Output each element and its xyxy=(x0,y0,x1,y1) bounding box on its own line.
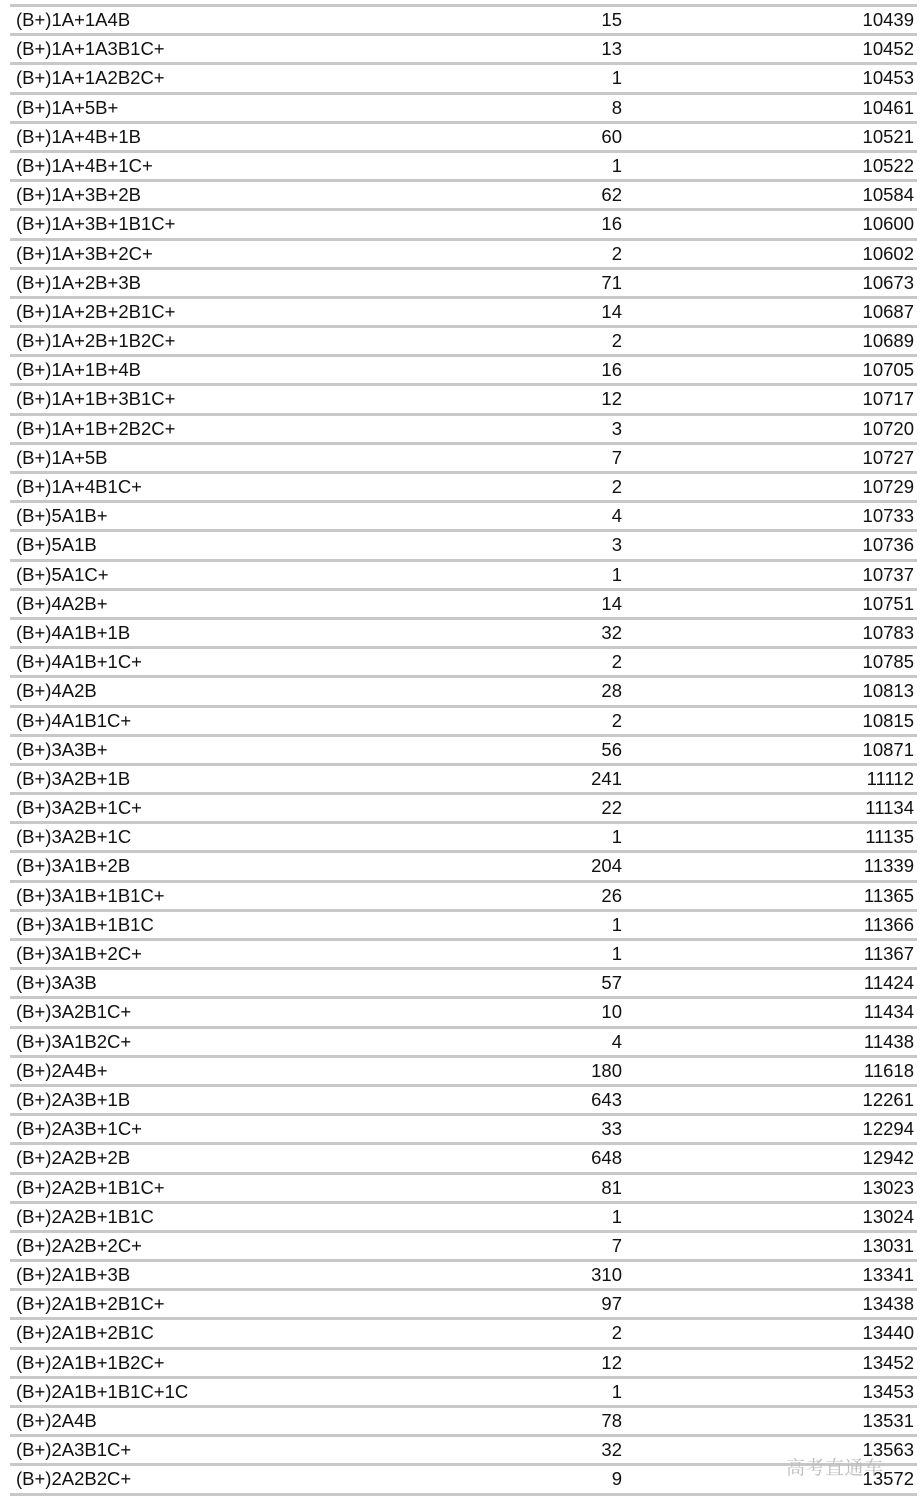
grade-combination-cell: (B+)4A2B xyxy=(16,680,97,702)
cumulative-count-cell: 10439 xyxy=(862,9,914,30)
table-row xyxy=(10,1379,917,1408)
cumulative-count-cell: 10785 xyxy=(862,651,914,673)
cumulative-count-cell: 10717 xyxy=(862,388,914,410)
table-row xyxy=(10,7,917,36)
count-cell: 13 xyxy=(601,38,622,60)
table-row xyxy=(10,1408,917,1437)
count-cell: 2 xyxy=(611,476,622,497)
grade-combination-cell: (B+)2A4B xyxy=(16,1410,97,1431)
grade-combination-cell: (B+)2A1B+3B xyxy=(16,1264,131,1286)
count-cell: 648 xyxy=(591,1147,622,1169)
cumulative-count-cell: 13452 xyxy=(862,1351,914,1373)
cumulative-count-cell: 11367 xyxy=(863,943,914,964)
count-cell: 16 xyxy=(601,213,622,235)
count-cell: 1 xyxy=(611,943,622,964)
grade-combination-cell: (B+)4A2B+ xyxy=(16,592,108,614)
cumulative-count-cell: 11365 xyxy=(863,884,914,906)
grade-combination-cell: (B+)2A3B+1B xyxy=(16,1088,131,1110)
cumulative-count-cell: 12942 xyxy=(862,1147,914,1169)
cumulative-count-cell: 13438 xyxy=(862,1293,914,1315)
table-row xyxy=(10,474,917,503)
grade-combination-cell: (B+)3A1B+1B1C+ xyxy=(16,884,165,906)
grade-combination-cell: (B+)1A+2B+1B2C+ xyxy=(16,330,176,352)
count-cell: 81 xyxy=(601,1176,622,1198)
count-cell: 32 xyxy=(601,621,622,643)
table-row xyxy=(10,912,917,941)
table-row xyxy=(10,182,917,211)
cumulative-count-cell: 10521 xyxy=(862,125,914,147)
cumulative-count-cell: 13440 xyxy=(862,1322,914,1344)
cumulative-count-cell: 10584 xyxy=(862,184,914,206)
cumulative-count-cell: 10673 xyxy=(862,271,914,293)
count-cell: 1 xyxy=(611,563,622,585)
table-row xyxy=(10,36,917,65)
table-row xyxy=(10,562,917,591)
table-row xyxy=(10,591,917,620)
grade-combination-cell: (B+)1A+4B+1C+ xyxy=(16,154,153,176)
cumulative-count-cell: 12261 xyxy=(862,1088,914,1110)
grade-combination-cell: (B+)2A3B+1C+ xyxy=(16,1118,142,1140)
count-cell: 28 xyxy=(601,680,622,702)
count-cell: 310 xyxy=(591,1264,622,1286)
grade-combination-cell: (B+)3A2B+1B xyxy=(16,767,131,789)
grade-combination-cell: (B+)1A+1B+4B xyxy=(16,359,141,381)
count-cell: 4 xyxy=(611,1030,622,1052)
table-row xyxy=(10,999,917,1028)
table-row xyxy=(10,124,917,153)
table-row xyxy=(10,241,917,270)
cumulative-count-cell: 10813 xyxy=(862,680,914,702)
count-cell: 2 xyxy=(611,330,622,352)
grade-combination-cell: (B+)1A+4B+1B xyxy=(16,125,141,147)
table-row xyxy=(10,649,917,678)
cumulative-count-cell: 11434 xyxy=(863,1001,914,1023)
grade-combination-cell: (B+)2A3B1C+ xyxy=(16,1439,132,1461)
cumulative-count-cell: 10705 xyxy=(862,359,914,381)
count-cell: 180 xyxy=(591,1059,622,1081)
cumulative-count-cell: 10815 xyxy=(862,709,914,731)
cumulative-count-cell: 10871 xyxy=(862,738,914,760)
cumulative-count-cell: 10736 xyxy=(862,534,914,556)
grade-combination-cell: (B+)1A+5B+ xyxy=(16,96,119,118)
grade-combination-cell: (B+)2A1B+1B2C+ xyxy=(16,1351,165,1373)
cumulative-count-cell: 10687 xyxy=(862,300,914,322)
grade-combination-cell: (B+)1A+1B+2B2C+ xyxy=(16,417,176,439)
grade-combination-cell: (B+)3A2B+1C xyxy=(16,826,132,848)
table-row xyxy=(10,270,917,299)
grade-combination-cell: (B+)2A4B+ xyxy=(16,1059,108,1081)
grade-combination-cell: (B+)3A1B+1B1C xyxy=(16,913,154,935)
grade-combination-cell: (B+)3A3B+ xyxy=(16,738,108,760)
count-cell: 33 xyxy=(601,1118,622,1140)
count-cell: 7 xyxy=(611,446,622,468)
count-cell: 241 xyxy=(591,767,622,789)
table-row xyxy=(10,1233,917,1262)
cumulative-count-cell: 11112 xyxy=(866,767,914,789)
table-row xyxy=(10,1087,917,1116)
watermark-text: 高考直通车 xyxy=(786,1457,884,1479)
table-row xyxy=(10,503,917,532)
count-cell: 1 xyxy=(611,1205,622,1227)
count-cell: 12 xyxy=(601,388,622,410)
count-cell: 10 xyxy=(601,1001,622,1023)
table-row xyxy=(10,1145,917,1174)
grade-combination-cell: (B+)3A2B1C+ xyxy=(16,1001,132,1023)
cumulative-count-cell: 13572 xyxy=(862,1468,914,1490)
table-row xyxy=(10,1350,917,1379)
table-row xyxy=(10,1116,917,1145)
cumulative-count-cell: 13031 xyxy=(862,1234,914,1256)
table-row xyxy=(10,737,917,766)
table-row xyxy=(10,386,917,415)
count-cell: 643 xyxy=(591,1088,622,1110)
count-cell: 14 xyxy=(601,300,622,322)
grade-combination-cell: (B+)4A1B+1B xyxy=(16,621,131,643)
grade-combination-cell: (B+)3A2B+1C+ xyxy=(16,797,142,819)
table-row xyxy=(10,824,917,853)
table-row xyxy=(10,1175,917,1204)
table-row xyxy=(10,416,917,445)
cumulative-count-cell: 10522 xyxy=(862,154,914,176)
count-cell: 204 xyxy=(591,855,622,877)
cumulative-count-cell: 12294 xyxy=(862,1118,914,1140)
table-row xyxy=(10,1058,917,1087)
grade-combination-cell: (B+)2A1B+2B1C+ xyxy=(16,1293,165,1315)
grade-combination-cell: (B+)4A1B+1C+ xyxy=(16,651,142,673)
count-cell: 26 xyxy=(601,884,622,906)
grade-combination-cell: (B+)3A1B+2C+ xyxy=(16,943,142,964)
cumulative-count-cell: 10453 xyxy=(862,67,914,89)
cumulative-count-cell: 10783 xyxy=(862,621,914,643)
grade-combination-cell: (B+)2A2B+1B1C+ xyxy=(16,1176,165,1198)
grade-combination-cell: (B+)5A1C+ xyxy=(16,563,109,585)
cumulative-count-cell: 11135 xyxy=(865,826,914,848)
count-cell: 97 xyxy=(601,1293,622,1315)
grade-combination-cell: (B+)5A1B xyxy=(16,534,97,556)
grade-combination-cell: (B+)2A2B2C+ xyxy=(16,1468,132,1490)
count-cell: 32 xyxy=(601,1439,622,1461)
cumulative-count-cell: 11438 xyxy=(863,1030,914,1052)
table-row xyxy=(10,766,917,795)
table-row xyxy=(10,357,917,386)
table-row xyxy=(10,1204,917,1233)
grade-combination-cell: (B+)2A2B+1B1C xyxy=(16,1205,154,1227)
grade-combination-cell: (B+)1A+1A2B2C+ xyxy=(16,67,165,89)
count-cell: 8 xyxy=(611,96,622,118)
cumulative-count-cell: 13341 xyxy=(862,1264,914,1286)
table-row xyxy=(10,1466,917,1495)
cumulative-count-cell: 11424 xyxy=(863,972,914,994)
count-cell: 1 xyxy=(611,1380,622,1402)
cumulative-count-cell: 10729 xyxy=(862,476,914,497)
table-row xyxy=(10,328,917,357)
cumulative-count-cell: 13453 xyxy=(862,1380,914,1402)
count-cell: 16 xyxy=(601,359,622,381)
count-cell: 15 xyxy=(601,9,622,30)
count-cell: 7 xyxy=(611,1234,622,1256)
cumulative-count-cell: 10737 xyxy=(862,563,914,585)
count-cell: 71 xyxy=(601,271,622,293)
count-cell: 60 xyxy=(601,125,622,147)
table-row xyxy=(10,211,917,240)
cumulative-count-cell: 10720 xyxy=(862,417,914,439)
cumulative-count-cell: 11618 xyxy=(863,1059,914,1081)
cumulative-count-cell: 11134 xyxy=(865,797,914,819)
grade-combination-cell: (B+)2A1B+1B1C+1C xyxy=(16,1380,189,1402)
count-cell: 14 xyxy=(601,592,622,614)
table-row xyxy=(10,1262,917,1291)
table-row xyxy=(10,445,917,474)
count-cell: 2 xyxy=(611,651,622,673)
cumulative-count-cell: 10733 xyxy=(862,505,914,527)
score-distribution-table xyxy=(10,7,917,1496)
grade-combination-cell: (B+)1A+3B+2B xyxy=(16,184,141,206)
cumulative-count-cell: 13563 xyxy=(862,1439,914,1461)
count-cell: 62 xyxy=(601,184,622,206)
grade-combination-cell: (B+)1A+3B+2C+ xyxy=(16,242,153,264)
cumulative-count-cell: 10452 xyxy=(862,38,914,60)
count-cell: 1 xyxy=(611,826,622,848)
cumulative-count-cell: 10689 xyxy=(862,330,914,352)
grade-combination-cell: (B+)1A+2B+3B xyxy=(16,271,141,293)
cumulative-count-cell: 10727 xyxy=(862,446,914,468)
table-row xyxy=(10,1437,917,1466)
table-row xyxy=(10,299,917,328)
cumulative-count-cell: 13531 xyxy=(862,1410,914,1431)
cumulative-count-cell: 13024 xyxy=(862,1205,914,1227)
grade-combination-cell: (B+)3A3B xyxy=(16,972,97,994)
count-cell: 9 xyxy=(611,1468,622,1490)
grade-combination-cell: (B+)1A+1A4B xyxy=(16,9,131,30)
grade-combination-cell: (B+)2A2B+2B xyxy=(16,1147,131,1169)
count-cell: 22 xyxy=(601,797,622,819)
table-row xyxy=(10,153,917,182)
cumulative-count-cell: 10751 xyxy=(862,592,914,614)
count-cell: 2 xyxy=(611,1322,622,1344)
table-row xyxy=(10,941,917,970)
table-row xyxy=(10,532,917,561)
count-cell: 3 xyxy=(611,534,622,556)
grade-combination-cell: (B+)1A+1B+3B1C+ xyxy=(16,388,176,410)
cumulative-count-cell: 10602 xyxy=(862,242,914,264)
count-cell: 1 xyxy=(611,67,622,89)
table-row xyxy=(10,883,917,912)
count-cell: 78 xyxy=(601,1410,622,1431)
grade-combination-cell: (B+)2A2B+2C+ xyxy=(16,1234,142,1256)
table-row xyxy=(10,620,917,649)
table-row xyxy=(10,708,917,737)
count-cell: 1 xyxy=(611,154,622,176)
grade-combination-cell: (B+)3A1B+2B xyxy=(16,855,131,877)
count-cell: 56 xyxy=(601,738,622,760)
count-cell: 4 xyxy=(611,505,622,527)
table-row xyxy=(10,795,917,824)
table-row xyxy=(10,1029,917,1058)
grade-combination-cell: (B+)2A1B+2B1C xyxy=(16,1322,154,1344)
table-row xyxy=(10,678,917,707)
table-row xyxy=(10,65,917,94)
count-cell: 2 xyxy=(611,242,622,264)
count-cell: 3 xyxy=(611,417,622,439)
count-cell: 12 xyxy=(601,1351,622,1373)
cumulative-count-cell: 11366 xyxy=(863,913,914,935)
grade-combination-cell: (B+)1A+4B1C+ xyxy=(16,476,142,497)
count-cell: 2 xyxy=(611,709,622,731)
table-row xyxy=(10,1291,917,1320)
cumulative-count-cell: 10600 xyxy=(862,213,914,235)
cumulative-count-cell: 13023 xyxy=(862,1176,914,1198)
count-cell: 57 xyxy=(601,972,622,994)
grade-combination-cell: (B+)1A+2B+2B1C+ xyxy=(16,300,176,322)
grade-combination-cell: (B+)5A1B+ xyxy=(16,505,108,527)
grade-combination-cell: (B+)1A+1A3B1C+ xyxy=(16,38,165,60)
table-row xyxy=(10,970,917,999)
grade-combination-cell: (B+)3A1B2C+ xyxy=(16,1030,132,1052)
table-row xyxy=(10,1320,917,1349)
table-row xyxy=(10,853,917,882)
cumulative-count-cell: 10461 xyxy=(862,96,914,118)
grade-combination-cell: (B+)1A+3B+1B1C+ xyxy=(16,213,176,235)
grade-combination-cell: (B+)4A1B1C+ xyxy=(16,709,132,731)
grade-combination-cell: (B+)1A+5B xyxy=(16,446,108,468)
cumulative-count-cell: 11339 xyxy=(863,855,914,877)
count-cell: 1 xyxy=(611,913,622,935)
table-row xyxy=(10,95,917,124)
